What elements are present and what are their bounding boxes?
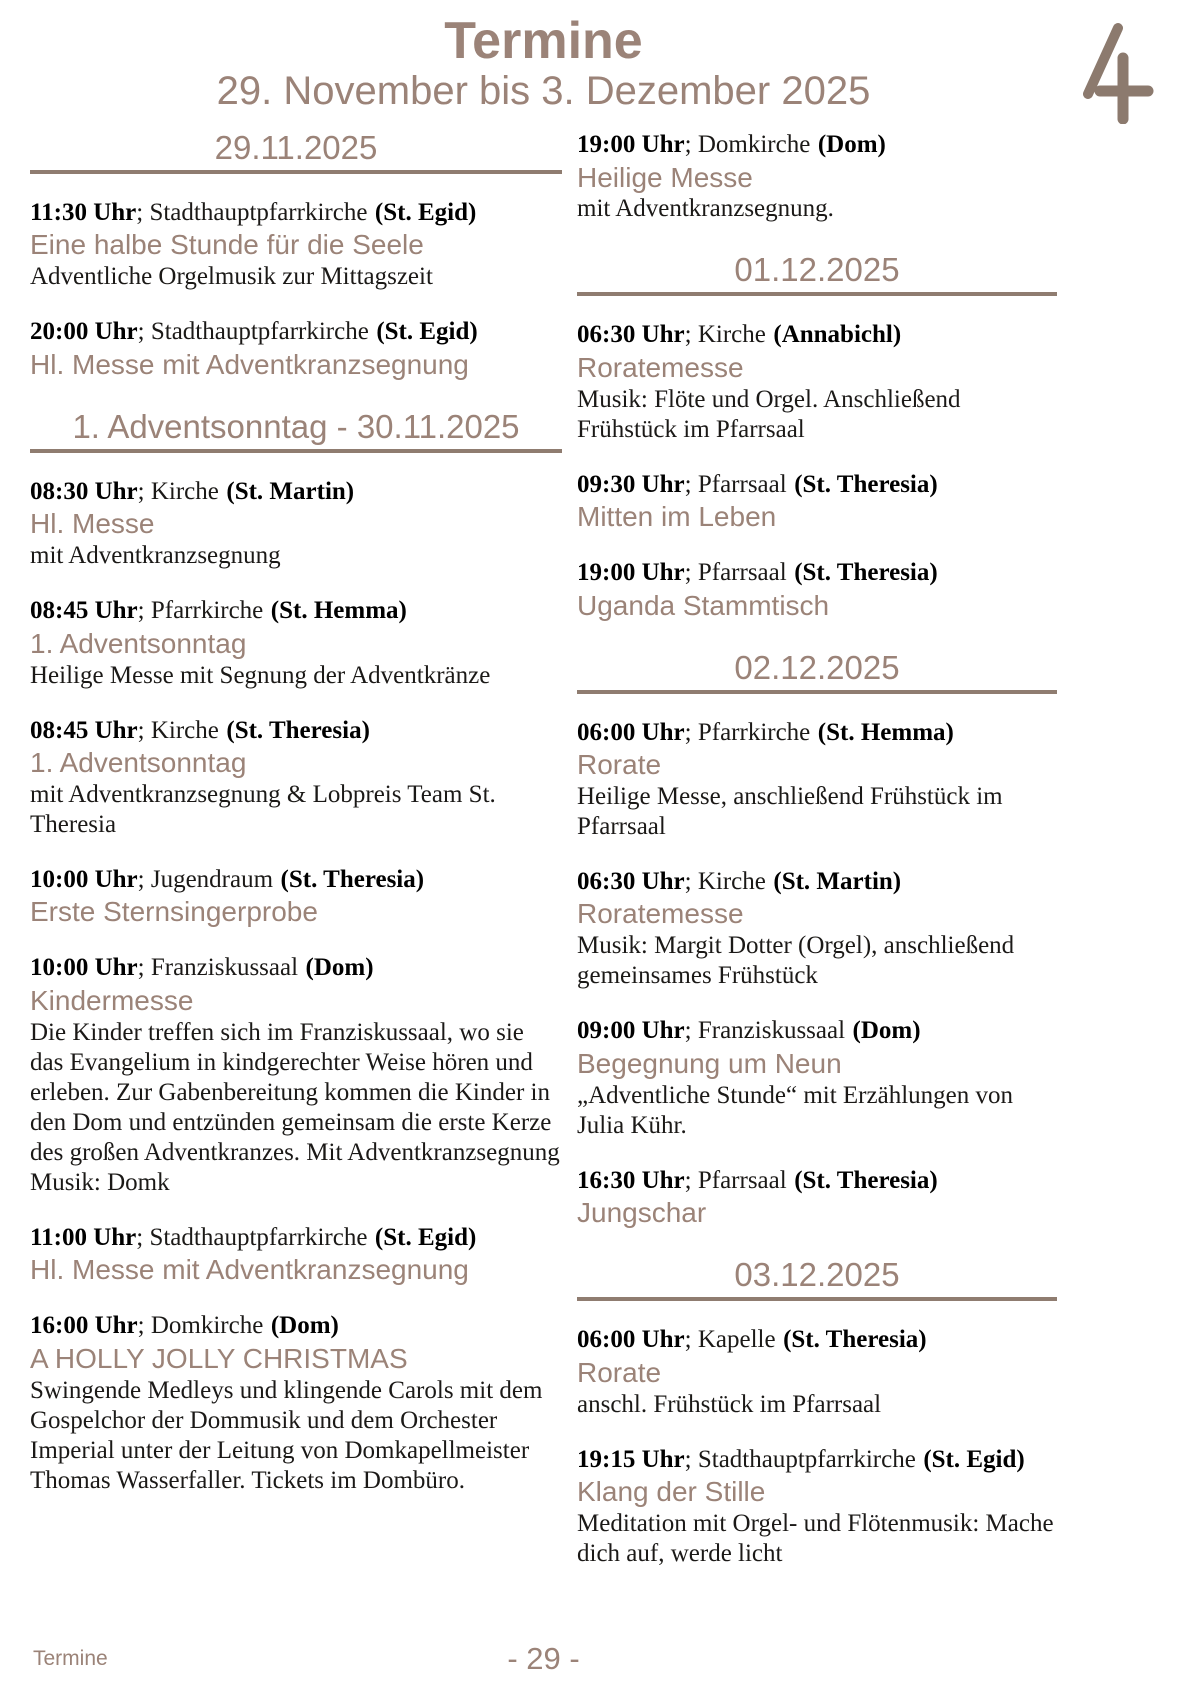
event-time-line (30, 317, 562, 347)
event-venue: (St. Egid) (374, 1223, 477, 1251)
event-location: Pfarrkirche (150, 597, 264, 625)
event-time-line (577, 320, 1057, 350)
section-events (30, 477, 562, 1496)
event-location: Kirche (150, 716, 219, 744)
event-location: Franziskussaal (150, 954, 299, 982)
column (577, 130, 1057, 1594)
event-title: Hl. Messe mit Adventkranzsegnung (30, 348, 469, 380)
event-time: 16:30 Uhr (577, 1166, 685, 1194)
event-title: Hl. Messe mit Adventkranzsegnung (30, 1254, 469, 1286)
event-time: 20:00 Uhr (30, 318, 138, 346)
event-description: mit Adventkranzsegnung (30, 542, 281, 570)
event-location: Jugendraum (150, 865, 274, 893)
event-time: 16:00 Uhr (30, 1312, 138, 1340)
event-venue: (St. Theresia) (794, 1166, 938, 1194)
event-separator: ; (684, 1445, 698, 1473)
event-separator: ; (136, 1223, 150, 1251)
event-description: mit Adventkranzsegnung & Lobpreis Team St. Theresia (30, 780, 496, 838)
event (577, 1016, 1057, 1140)
event-time-line (30, 1311, 562, 1341)
event (30, 198, 562, 292)
event-separator: ; (684, 1326, 698, 1354)
event-title: Mitten im Leben (577, 501, 777, 533)
event-description: Meditation mit Orgel- und Flötenmusik: Mache dich auf, werde licht (577, 1509, 1054, 1567)
page-number: - 29 - (507, 1641, 580, 1676)
event-separator: ; (684, 1017, 698, 1045)
event (577, 558, 1057, 621)
event-location: Kirche (150, 477, 219, 505)
event-separator: ; (684, 867, 698, 895)
event-separator: ; (137, 597, 151, 625)
event-time-line (577, 867, 1057, 897)
event-location: Pfarrkirche (697, 718, 811, 746)
event-separator: ; (137, 1312, 151, 1340)
section-events (577, 718, 1057, 1230)
section-events (30, 198, 562, 381)
event-venue: (St. Egid) (376, 318, 478, 346)
section-heading: 02.12.2025 (577, 650, 1057, 694)
event-time-line (30, 953, 562, 983)
event-venue: (Dom) (817, 131, 886, 158)
event-description: Musik: Flöte und Orgel. Anschließend Frühstück im Pfarrsaal (577, 385, 961, 443)
event-title: Kindermesse (30, 984, 194, 1016)
event-venue: (St. Hemma) (270, 597, 407, 625)
event-separator: ; (684, 131, 698, 158)
event-location: Franziskussaal (697, 1017, 846, 1045)
event-time-line (30, 716, 562, 746)
event-time: 11:30 Uhr (30, 198, 137, 226)
event (577, 718, 1057, 842)
page-subtitle: 29. November bis 3. Dezember 2025 (216, 68, 871, 113)
event-title: Jungschar (577, 1197, 707, 1229)
event-separator: ; (137, 716, 151, 744)
event (30, 1223, 562, 1286)
section (577, 130, 1057, 224)
event-venue: (St. Martin) (226, 477, 355, 505)
event-time: 09:30 Uhr (577, 470, 685, 498)
event (577, 867, 1057, 991)
event-description: Adventliche Orgelmusik zur Mittagszeit (30, 263, 433, 291)
section (30, 130, 562, 381)
event (577, 320, 1057, 444)
event-separator: ; (684, 559, 698, 587)
event-description: Die Kinder treffen sich im Franziskussaal, wo sie das Evangelium in kindgerechter Weise hören und erleben. Zur Gabenbereitung kommen die Kinder in den Dom und entzünden gemeinsam die erste Kerze des großen Adventkranzes. Mit Adventkranzsegnung Musik: Domk (30, 1018, 560, 1196)
event-time-line (577, 1166, 1057, 1196)
event-description: Swingende Medleys und klingende Carols mit dem Gospelchor der Dommusik und dem Orchester Imperial unter der Leitung von Domkapellmeister Thomas Wasserfaller. Tickets im Dombüro. (30, 1376, 543, 1494)
event-time: 06:00 Uhr (577, 1326, 685, 1354)
section (30, 409, 562, 1496)
event-title: Hl. Messe (30, 508, 155, 540)
event-time: 06:30 Uhr (577, 867, 685, 895)
event-time-line (577, 1016, 1057, 1046)
event (30, 596, 562, 690)
column (30, 130, 562, 1521)
event-venue: (St. Theresia) (794, 559, 938, 587)
event-title: Klang der Stille (577, 1476, 766, 1508)
event-title: Roratemesse (577, 898, 744, 930)
event-separator: ; (137, 865, 151, 893)
event (30, 317, 562, 380)
event-venue: (St. Theresia) (794, 470, 938, 498)
event-location: Pfarrsaal (697, 470, 787, 498)
event (30, 477, 562, 571)
event-venue: (St. Egid) (374, 198, 477, 226)
event-time-line (577, 1445, 1057, 1475)
event (577, 1325, 1057, 1419)
event (577, 1166, 1057, 1229)
event-location: Pfarrsaal (697, 1166, 787, 1194)
page-title: Termine (444, 12, 643, 70)
event-time: 11:00 Uhr (30, 1223, 137, 1251)
event-venue: (St. Martin) (773, 867, 902, 895)
event-description: Heilige Messe mit Segnung der Adventkränze (30, 661, 491, 689)
event-time: 09:00 Uhr (577, 1017, 685, 1045)
event-separator: ; (684, 718, 698, 746)
event-venue: (St. Hemma) (817, 718, 954, 746)
event-time-line (577, 718, 1057, 748)
section-events (577, 320, 1057, 621)
section-events (577, 130, 1057, 224)
event-title: A HOLLY JOLLY CHRISTMAS (30, 1342, 408, 1374)
event-venue: (St. Theresia) (226, 716, 370, 744)
section (577, 252, 1057, 621)
event-time: 19:00 Uhr (577, 559, 685, 587)
event-separator: ; (137, 954, 151, 982)
event (577, 470, 1057, 533)
section (577, 1257, 1057, 1569)
event-time: 19:00 Uhr (577, 131, 685, 158)
event (30, 865, 562, 928)
event-time-line (30, 865, 562, 895)
event-separator: ; (137, 318, 151, 346)
event-separator: ; (136, 198, 150, 226)
event-venue: (Annabichl) (773, 321, 902, 349)
event-location: Kapelle (697, 1326, 776, 1354)
event-description: Heilige Messe, anschließend Frühstück im Pfarrsaal (577, 782, 1003, 840)
footer-label: Termine (33, 1647, 108, 1670)
event-description: „Adventliche Stunde“ mit Erzählungen von Julia Kühr. (577, 1081, 1013, 1139)
event-location: Stadthauptpfarrkirche (150, 318, 369, 346)
section (577, 650, 1057, 1230)
event-time-line (577, 1325, 1057, 1355)
event (30, 1311, 562, 1495)
section-heading: 1. Adventsonntag - 30.11.2025 (30, 409, 562, 453)
event-location: Kirche (697, 867, 766, 895)
event-title: 1. Adventsonntag (30, 747, 247, 779)
section-events (577, 1325, 1057, 1569)
event-time: 08:30 Uhr (30, 477, 138, 505)
event-time: 06:30 Uhr (577, 321, 685, 349)
event-description: anschl. Frühstück im Pfarrsaal (577, 1390, 882, 1418)
event-title: Begegnung um Neun (577, 1047, 842, 1079)
event-title: Roratemesse (577, 351, 744, 383)
event-location: Stadthauptpfarrkirche (149, 1223, 368, 1251)
event-time-line (577, 130, 1057, 160)
event-description: mit Adventkranzsegnung. (577, 195, 834, 223)
event-location: Pfarrsaal (697, 559, 787, 587)
page-header (30, 14, 1057, 113)
section-heading: 29.11.2025 (30, 130, 562, 174)
event (30, 716, 562, 840)
event-separator: ; (684, 321, 698, 349)
event (577, 1445, 1057, 1569)
event-title: Eine halbe Stunde für die Seele (30, 229, 424, 261)
event-venue: (Dom) (852, 1017, 921, 1045)
event-time: 10:00 Uhr (30, 865, 138, 893)
event-time-line (577, 558, 1057, 588)
event-time: 06:00 Uhr (577, 718, 685, 746)
event-time-line (577, 470, 1057, 500)
event-time: 19:15 Uhr (577, 1445, 685, 1473)
event-title: 1. Adventsonntag (30, 627, 247, 659)
event-time: 08:45 Uhr (30, 716, 138, 744)
event-title: Erste Sternsingerprobe (30, 896, 318, 928)
event-venue: (Dom) (305, 954, 374, 982)
event-venue: (St. Theresia) (280, 865, 425, 893)
event (577, 130, 1057, 224)
event-venue: (St. Theresia) (783, 1326, 927, 1354)
event-time-line (30, 596, 562, 626)
event-description: Musik: Margit Dotter (Orgel), anschließend gemeinsames Frühstück (577, 932, 1015, 990)
event-location: Kirche (697, 321, 766, 349)
event-title: Rorate (577, 1356, 662, 1388)
event-title: Rorate (577, 749, 662, 781)
event-time: 08:45 Uhr (30, 597, 138, 625)
event-time-line (30, 1223, 562, 1253)
event-location: Stadthauptpfarrkirche (149, 198, 368, 226)
event-location: Stadthauptpfarrkirche (697, 1445, 916, 1473)
event-title: Heilige Messe (577, 161, 753, 193)
event-separator: ; (684, 470, 698, 498)
cross-4-icon (1082, 20, 1160, 124)
event-location: Domkirche (697, 131, 811, 158)
event-venue: (Dom) (270, 1312, 339, 1340)
event (30, 953, 562, 1197)
event-separator: ; (684, 1166, 698, 1194)
event-time: 10:00 Uhr (30, 954, 138, 982)
event-time-line (30, 198, 562, 228)
event-separator: ; (137, 477, 151, 505)
event-venue: (St. Egid) (923, 1445, 1025, 1473)
section-heading: 01.12.2025 (577, 252, 1057, 296)
event-title: Uganda Stammtisch (577, 589, 830, 621)
section-heading: 03.12.2025 (577, 1257, 1057, 1301)
columns (30, 130, 1057, 1594)
event-time-line (30, 477, 562, 507)
event-location: Domkirche (150, 1312, 264, 1340)
